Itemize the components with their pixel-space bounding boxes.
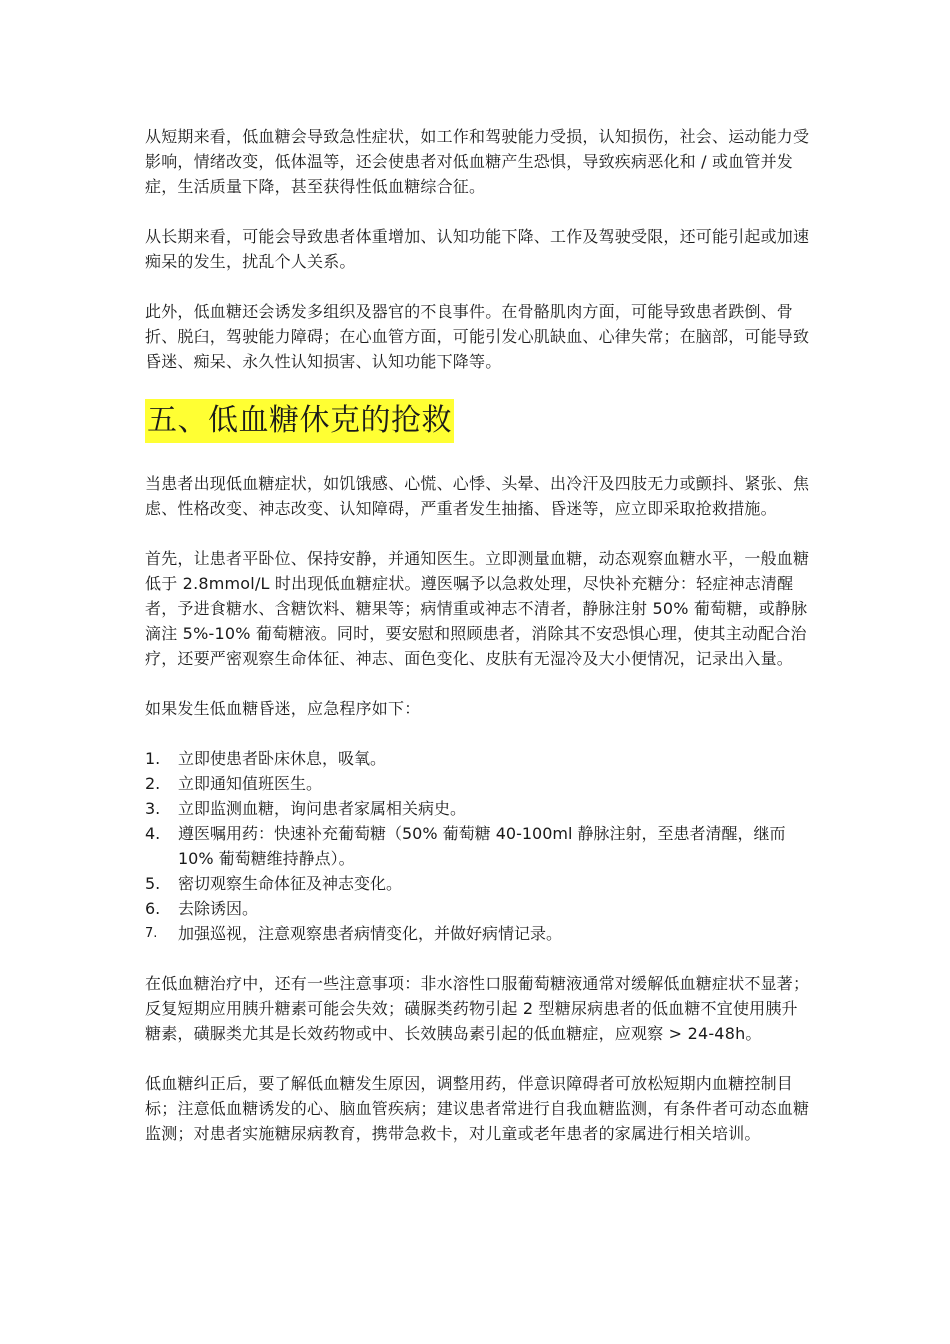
paragraph-symptoms: 当患者出现低血糖症状，如饥饿感、心慌、心悸、头晕、出冷汗及四肢无力或颤抖、紧张、焦虑、性格改变、神志改变、认知障碍，严重者发生抽搐、昏迷等，应立即采取抢救措施。	[145, 474, 810, 518]
paragraph-first-aid: 首先，让患者平卧位、保持安静，并通知医生。立即测量血糖，动态观察血糖水平，一般血糖低于 2.8mmol/L 时出现低血糖症状。遵医嘱予以急救处理，尽快补充糖分：轻症神志清醒者，予进食糖水、含糖饮料、糖果等；病情重或神志不清者，静脉注射 50% 葡萄糖，或静脉滴注 5%-10% 葡萄糖液。同时，要安慰和照顾患者，消除其不安恐惧心理，使其主动配合治疗，还要严密观察生命体征、神志、面色变化、皮肤有无湿冷及大小便情况，记录出入量。	[145, 549, 810, 668]
paragraph-long-term-effects: 从长期来看，可能会导致患者体重增加、认知功能下降、工作及驾驶受限，还可能引起或加速痴呆的发生，扰乱个人关系。	[145, 227, 810, 271]
list-item-text: 立即使患者卧床休息，吸氧。	[178, 749, 387, 768]
section-heading: 五、低血糖休克的抢救	[145, 399, 454, 443]
list-item-number: 3.	[145, 799, 161, 818]
list-item	[145, 896, 810, 921]
list-item	[145, 746, 810, 771]
list-item-text: 立即通知值班医生。	[178, 774, 323, 793]
list-item	[145, 771, 810, 796]
list-item-number: 6.	[145, 899, 161, 918]
paragraph-organ-adverse-events: 此外，低血糖还会诱发多组织及器官的不良事件。在骨骼肌肉方面，可能导致患者跌倒、骨折、脱臼，驾驶能力障碍；在心血管方面，可能引发心肌缺血、心律失常；在脑部，可能导致昏迷、痴呆、永久性认知损害、认知功能下降等。	[145, 302, 810, 371]
list-item-text: 去除诱因。	[178, 899, 259, 918]
list-item-number: 7.	[145, 926, 158, 941]
list-item-number: 5.	[145, 874, 161, 893]
list-item	[145, 821, 810, 871]
paragraph-short-term-effects: 从短期来看，低血糖会导致急性症状，如工作和驾驶能力受损，认知损伤，社会、运动能力受影响，情绪改变，低体温等，还会使患者对低血糖产生恐惧，导致疾病恶化和 / 或血管并发症，生活质量下降，甚至获得性低血糖综合征。	[145, 127, 810, 196]
emergency-steps-list	[145, 746, 810, 946]
list-item-text: 密切观察生命体征及神志变化。	[178, 874, 403, 893]
list-item-text: 加强巡视，注意观察患者病情变化，并做好病情记录。	[178, 924, 563, 943]
list-item-text: 遵医嘱用药：快速补充葡萄糖（50% 葡萄糖 40-100ml 静脉注射，至患者清醒，继而 10% 葡萄糖维持静点）。	[178, 824, 786, 868]
paragraph-coma-procedure-intro: 如果发生低血糖昏迷，应急程序如下：	[145, 699, 421, 718]
list-item	[145, 871, 810, 896]
paragraph-after-correction: 低血糖纠正后，要了解低血糖发生原因，调整用药，伴意识障碍者可放松短期内血糖控制目标；注意低血糖诱发的心、脑血管疾病；建议患者常进行自我血糖监测，有条件者可动态血糖监测；对患者实施糖尿病教育，携带急救卡，对儿童或老年患者的家属进行相关培训。	[145, 1074, 810, 1143]
list-item-number: 2.	[145, 774, 161, 793]
section-heading-wrapper	[145, 399, 810, 443]
list-item	[145, 921, 810, 946]
list-item-number: 4.	[145, 824, 161, 843]
list-item-number: 1.	[145, 749, 161, 768]
list-item-text: 立即监测血糖，询问患者家属相关病史。	[178, 799, 467, 818]
document-page	[145, 124, 810, 1171]
paragraph-treatment-notes: 在低血糖治疗中，还有一些注意事项：非水溶性口服葡萄糖液通常对缓解低血糖症状不显著；反复短期应用胰升糖素可能会失效；磺脲类药物引起 2 型糖尿病患者的低血糖不宜使用胰升糖素，磺脲类尤其是长效药物或中、长效胰岛素引起的低血糖症，应观察 > 24-48h。	[145, 974, 810, 1043]
list-item	[145, 796, 810, 821]
